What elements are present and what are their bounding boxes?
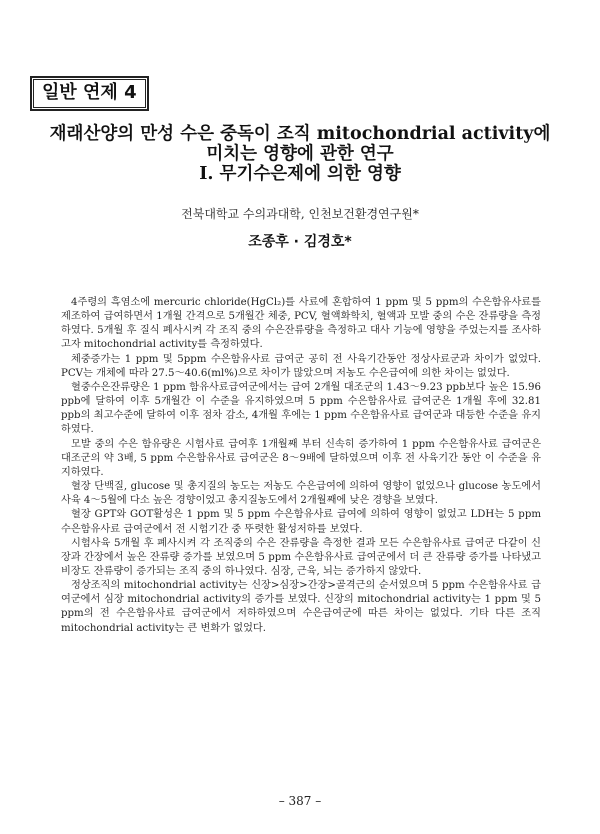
title-line-2: 미치는 영향에 관한 연구: [206, 144, 394, 164]
abstract: [61, 296, 541, 636]
abstract-paragraph: 정상조직의 mitochondrial activity는 신장>심장>간장>골격근의 순서였으며 5 ppm 수은함유사료 급여군에서 심장 mitochondrial activity의 증가를 보였다. 신장의 mitochondrial activity는 1 ppm 및 5 ppm의 전 수은함유사료 급여군에서 저하하였으며 수은급여군에 따른 차이는 없었다. 기타 다른 조직 mitochondrial activity는 큰 변화가 없었다.: [61, 580, 541, 634]
paper-title: [0, 124, 600, 184]
abstract-paragraph: 4주령의 흑염소에 mercuric chloride(HgCl₂)를 사료에 혼합하여 1 ppm 및 5 ppm의 수은함유사료를 제조하여 급여하면서 1개월 간격으로 5개월간 체중, PCV, 혈액화학치, 혈액과 모발 중의 수은 잔류량을 측정하였다. 5개월 후 질식 폐사시켜 각 조직 중의 수은잔류량을 측정하고 대사 기능에 영향을 주었는지를 조사하고자 mitochondrial activity를 측정하였다.: [61, 297, 541, 351]
abstract-paragraph: 혈장 GPT와 GOT활성은 1 ppm 및 5 ppm 수은함유사료 급여에 의하여 영향이 없었고 LDH는 5 ppm 수은함유사료 급여군에서 전 시험기간 중 뚜렷한 활성저하를 보였다.: [61, 509, 541, 535]
affiliation: 전북대학교 수의과대학, 인천보건환경연구원*: [181, 207, 419, 221]
abstract-paragraph: 혈중수은잔류량은 1 ppm 함유사료급여군에서는 급여 2개월 대조군의 1.43～9.23 ppb보다 높은 15.96 ppb에 달하여 이후 5개월간 이 수준을 유지하였으며 5 ppm 수은함유사료 급여군은 1개월 후에 32.81 ppb의 최고수준에 달하여 이후 점차 감소, 4개월 후에는 1 ppm 수은함유사료 급여군과 대등한 수준을 유지하였다.: [61, 381, 541, 436]
abstract-paragraph: 시험사육 5개월 후 폐사시켜 각 조직중의 수은 잔류량을 측정한 결과 모든 수은함유사료 급여군 다같이 신장과 간장에서 높은 잔류량 증가를 보였으며 5 ppm 수은함유사료 급여군에서 더 큰 잔류량 증가를 나타냈고 비장도 잔류량이 증가되는 조직 중의 하나였다. 심장, 근육, 뇌는 증가하지 않았다.: [61, 537, 541, 577]
series-label-box: [30, 76, 149, 111]
abstract-paragraph: 혈장 단백질, glucose 및 총지질의 농도는 저농도 수은급여에 의하여 영향이 없었으나 glucose 농도에서 사육 4～5월에 다소 높은 경향이었고 총지질농도에서 2개월째에 낮은 경향을 보였다.: [61, 481, 541, 507]
abstract-paragraph: 체중증가는 1 ppm 및 5ppm 수은함유사료 급여군 공히 전 사육기간동안 정상사료군과 차이가 없었다. PCV는 개체에 따라 27.5～40.6(ml%)으로 차이가 많았으며 저농도 수은급여에 의한 차이는 없었다.: [61, 353, 541, 379]
title-line-3: Ⅰ. 무기수은제에 의한 영향: [199, 164, 401, 184]
authors: 조종후 · 김경호*: [248, 234, 352, 250]
series-label: 일반 연제 4: [33, 79, 146, 108]
page-number: – 387 –: [278, 794, 322, 808]
title-line-1: 재래산양의 만성 수은 중독이 조직 mitochondrial activity에: [49, 124, 551, 144]
abstract-paragraph: 모발 중의 수은 함유량은 시험사료 급여후 1개월째 부터 신속히 증가하여 1 ppm 수은함유사료 급여군은 대조군의 약 3배, 5 ppm 수은함유사료 급여군은 8～9배에 달하였으며 이후 전 사육기간 동안 이 수준을 유지하였다.: [61, 438, 541, 478]
